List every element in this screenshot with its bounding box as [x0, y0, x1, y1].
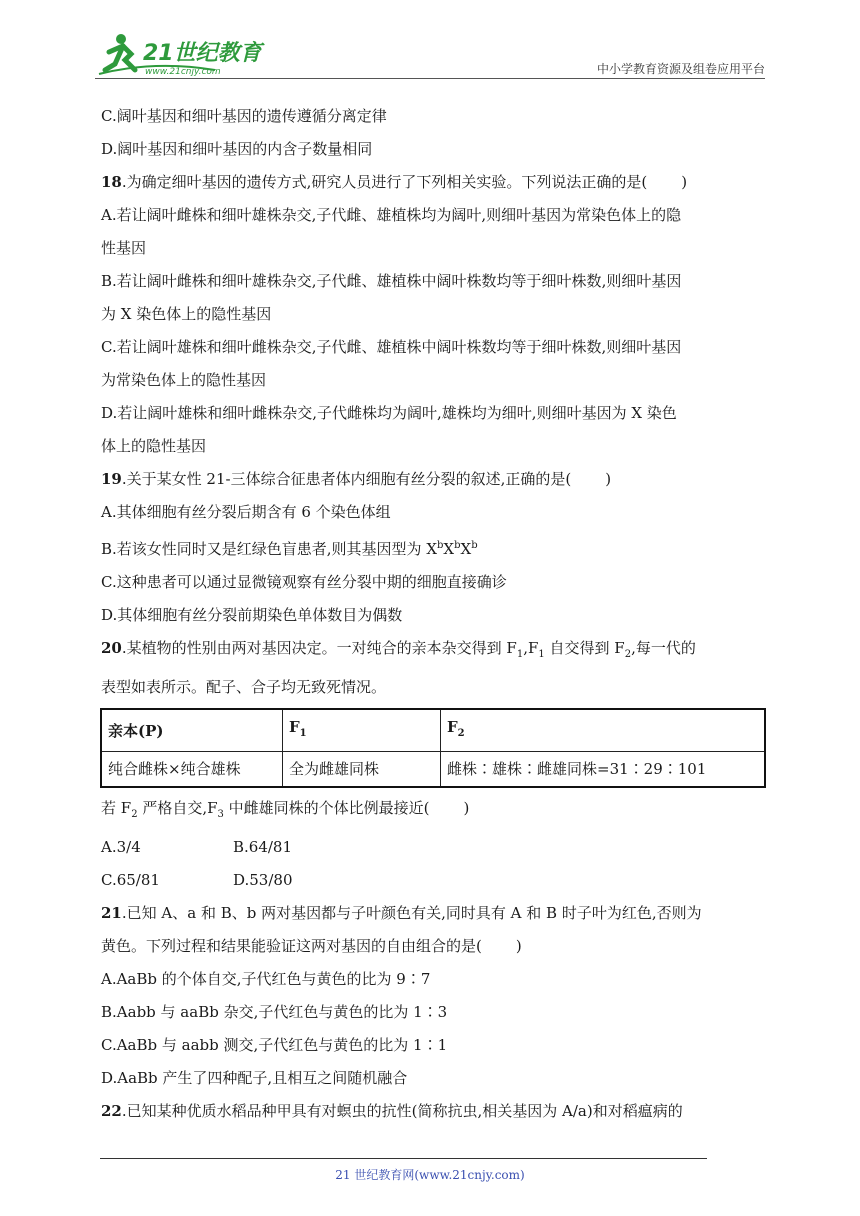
table-header-f2: $F_2$	[441, 709, 766, 752]
table-row	[101, 752, 765, 788]
q20-option-b: B.64/81	[233, 838, 293, 856]
q18-option-b: B.若让阔叶雌株和细叶雄株杂交,子代雌、雄植株中阔叶株数均等于细叶株数,则细叶基因	[101, 272, 682, 290]
q21-stem-cont: 黄色。下列过程和结果能验证这两对基因的自由组合的是( )	[101, 937, 522, 955]
q18-option-d: D.若让阔叶雄株和细叶雌株杂交,子代雌株均为阔叶,雄株均为细叶,则细叶基因为 X 染色	[101, 404, 677, 422]
q18-option-c-cont: 为常染色体上的隐性基因	[101, 371, 267, 389]
q19-option-b: B.若该女性同时又是红绿色盲患者,则其基因型为 $X^bX^bX^b$	[101, 540, 478, 558]
logo-url: www.21cnjy.com	[145, 67, 221, 77]
q22-number: 22	[101, 1102, 122, 1120]
table-cell-f1: 全为雌雄同株	[283, 752, 441, 788]
header-divider	[95, 78, 765, 79]
q20-number: 20	[101, 639, 122, 657]
q18-option-a-cont: 性基因	[101, 239, 147, 257]
q20-options-ab	[101, 831, 763, 864]
q18-option-b-cont: 为 X 染色体上的隐性基因	[101, 305, 272, 323]
q20-stem: 20.某植物的性别由两对基因决定。一对纯合的亲本杂交得到 $F_1,F_1$ 自交得到 $F_2$,每一代的	[101, 639, 696, 660]
q21-option-c: C.AaBb 与 aabb 测交,子代红色与黄色的比为 1∶1	[101, 1036, 448, 1054]
logo-title: 21世纪教育	[143, 41, 262, 66]
table-header-row	[101, 709, 765, 752]
q20-question: 若 $F_2$ 严格自交$,F_3$ 中雌雄同株的个体比例最接近( )	[101, 799, 470, 820]
q18-option-d-cont: 体上的隐性基因	[101, 437, 207, 455]
q18-option-a: A.若让阔叶雌株和细叶雄株杂交,子代雌、雄植株均为阔叶,则细叶基因为常染色体上的隐	[101, 206, 682, 224]
q21-stem: 21.已知 A、a 和 B、b 两对基因都与子叶颜色有关,同时具有 A 和 B 时子叶为红色,否则为	[101, 904, 702, 922]
q19-stem: 19.关于某女性 21-三体综合征患者体内细胞有丝分裂的叙述,正确的是( )	[101, 470, 612, 488]
q21-option-a: A.AaBb 的个体自交,子代红色与黄色的比为 9∶7	[101, 970, 431, 988]
footer-divider	[100, 1158, 707, 1159]
document-body	[101, 100, 763, 1128]
q19-option-c: C.这种患者可以通过显微镜观察有丝分裂中期的细胞直接确诊	[101, 573, 507, 591]
q20-table	[100, 708, 766, 788]
q19-number: 19	[101, 470, 122, 488]
table-cell-parent: 纯合雌株×纯合雄株	[101, 752, 283, 788]
q19-option-d: D.其体细胞有丝分裂前期染色单体数目为偶数	[101, 606, 403, 624]
q20-stem-cont: 表型如表所示。配子、合子均无致死情况。	[101, 678, 387, 696]
q21-option-d: D.AaBb 产生了四种配子,且相互之间随机融合	[101, 1069, 408, 1087]
q17-option-c: C.阔叶基因和细叶基因的遗传遵循分离定律	[101, 107, 387, 125]
q19-option-a: A.其体细胞有丝分裂后期含有 6 个染色体组	[101, 503, 391, 521]
page-footer: 21 世纪教育网(www.21cnjy.com)	[335, 1168, 525, 1182]
table-cell-f2: 雌株∶雄株∶雌雄同株=31∶29∶101	[441, 752, 766, 788]
q22-stem: 22.已知某种优质水稻品种甲具有对螟虫的抗性(简称抗虫,相关基因为 A/a)和对稻瘟病的	[101, 1102, 683, 1120]
q18-stem: 18.为确定细叶基因的遗传方式,研究人员进行了下列相关实验。下列说法正确的是( )	[101, 173, 688, 191]
q20-options-cd	[101, 864, 763, 897]
table-header-parent: 亲本(P)	[101, 709, 283, 752]
q21-option-b: B.Aabb 与 aaBb 杂交,子代红色与黄色的比为 1∶3	[101, 1003, 448, 1021]
logo-21cnjy	[95, 30, 295, 78]
q18-number: 18	[101, 173, 122, 191]
q21-number: 21	[101, 904, 122, 922]
table-header-f1: $F_1$	[283, 709, 441, 752]
q17-option-d: D.阔叶基因和细叶基因的内含子数量相同	[101, 140, 373, 158]
q20-option-a: A.3/4	[101, 838, 141, 856]
q18-option-c: C.若让阔叶雄株和细叶雌株杂交,子代雌、雄植株中阔叶株数均等于细叶株数,则细叶基因	[101, 338, 682, 356]
page-header	[95, 30, 765, 80]
q20-option-d: D.53/80	[233, 871, 293, 889]
q20-option-c: C.65/81	[101, 871, 160, 889]
platform-name: 中小学教育资源及组卷应用平台	[596, 62, 765, 76]
